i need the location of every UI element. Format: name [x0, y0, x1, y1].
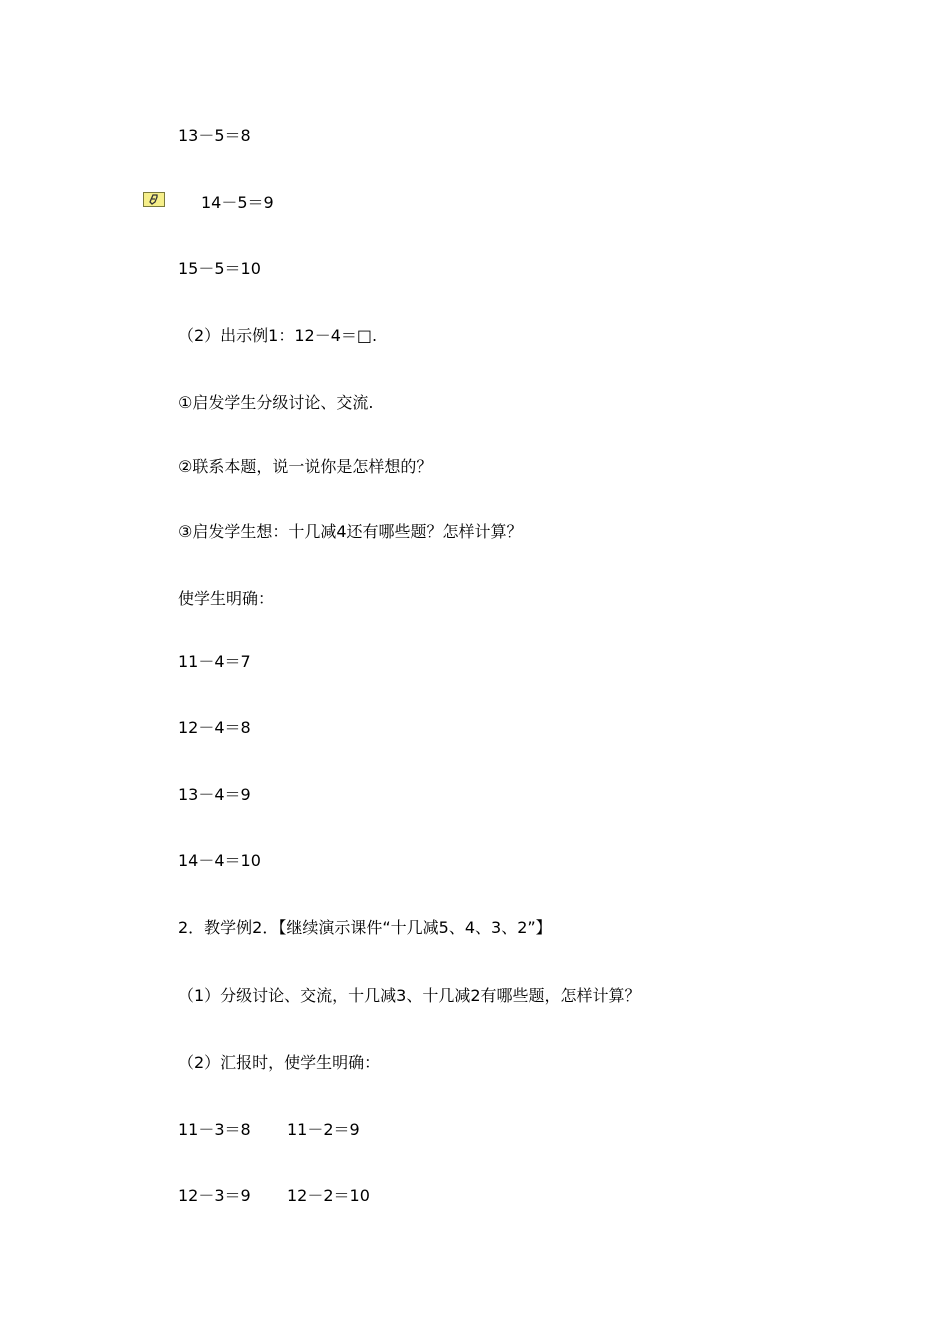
equation-12-minus-2: 12－2＝10 [287, 1186, 370, 1205]
courseware-link-icon[interactable] [143, 192, 165, 207]
equation-14-minus-5: 14－5＝9 [201, 193, 274, 212]
step-1-text: ①启发学生分级讨论、交流. [178, 393, 374, 412]
example-2-heading: 2．教学例2．【继续演示课件“十几减5、4、3、2”】 [178, 918, 552, 937]
equation-11-minus-2: 11－2＝9 [287, 1120, 360, 1139]
equation-15-minus-5: 15－5＝10 [178, 259, 261, 278]
report-text: （2）汇报时，使学生明确： [178, 1053, 381, 1072]
discussion-text: （1）分级讨论、交流，十几减3、十几减2有哪些题，怎样计算？ [178, 986, 641, 1005]
equation-14-minus-4: 14－4＝10 [178, 851, 261, 870]
example-1-heading: （2）出示例1：12－4＝□. [178, 326, 378, 345]
equation-12-minus-3: 12－3＝9 [178, 1186, 251, 1205]
equation-12-minus-4: 12－4＝8 [178, 718, 251, 737]
equation-13-minus-5: 13－5＝8 [178, 126, 251, 145]
equation-11-minus-3: 11－3＝8 [178, 1120, 251, 1139]
equation-13-minus-4: 13－4＝9 [178, 785, 251, 804]
conclusion-label: 使学生明确： [178, 589, 275, 608]
equation-11-minus-4: 11－4＝7 [178, 652, 251, 671]
step-3-text: ③启发学生想：十几减4还有哪些题？怎样计算？ [178, 522, 523, 541]
step-2-text: ②联系本题，说一说你是怎样想的？ [178, 457, 433, 476]
